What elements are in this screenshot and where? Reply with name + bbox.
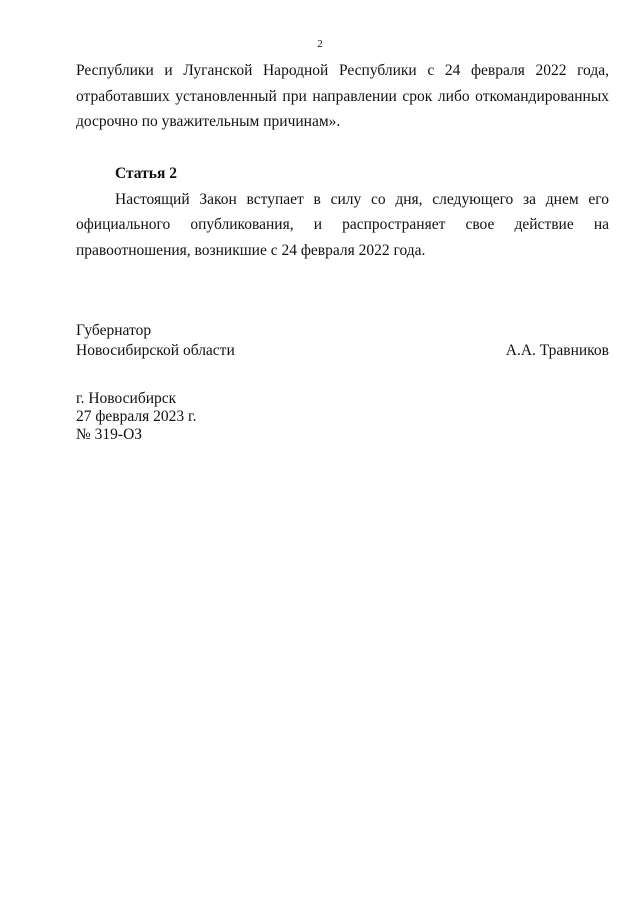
continuation-block	[76, 58, 609, 135]
issuance-block	[76, 390, 196, 444]
article-heading: Статья 2	[115, 165, 177, 182]
article-paragraph: Настоящий Закон вступает в силу со дня, следующего за днем его официального опубликования, и распространяет свое действие на правоотношения, возникшие с 24 февраля 2022 года.	[76, 190, 609, 259]
issuance-place: г. Новосибирск	[76, 390, 177, 407]
signature-block	[76, 321, 609, 361]
signatory-title-line1: Губернатор	[76, 322, 152, 339]
issuance-date: 27 февраля 2023 г.	[76, 408, 197, 425]
page-number: 2	[317, 38, 323, 50]
issuance-number: № 319-ОЗ	[76, 426, 143, 443]
article-2-block	[76, 161, 609, 263]
signatory-title-line2: Новосибирской области	[76, 342, 235, 359]
continuation-paragraph: Республики и Луганской Народной Республики с 24 февраля 2022 года, отработавших установленный при направлении срок либо откомандированных досрочно по уважительным причинам».	[76, 62, 609, 130]
signature-row	[76, 341, 609, 361]
signatory-name: А.А. Травников	[505, 342, 609, 359]
